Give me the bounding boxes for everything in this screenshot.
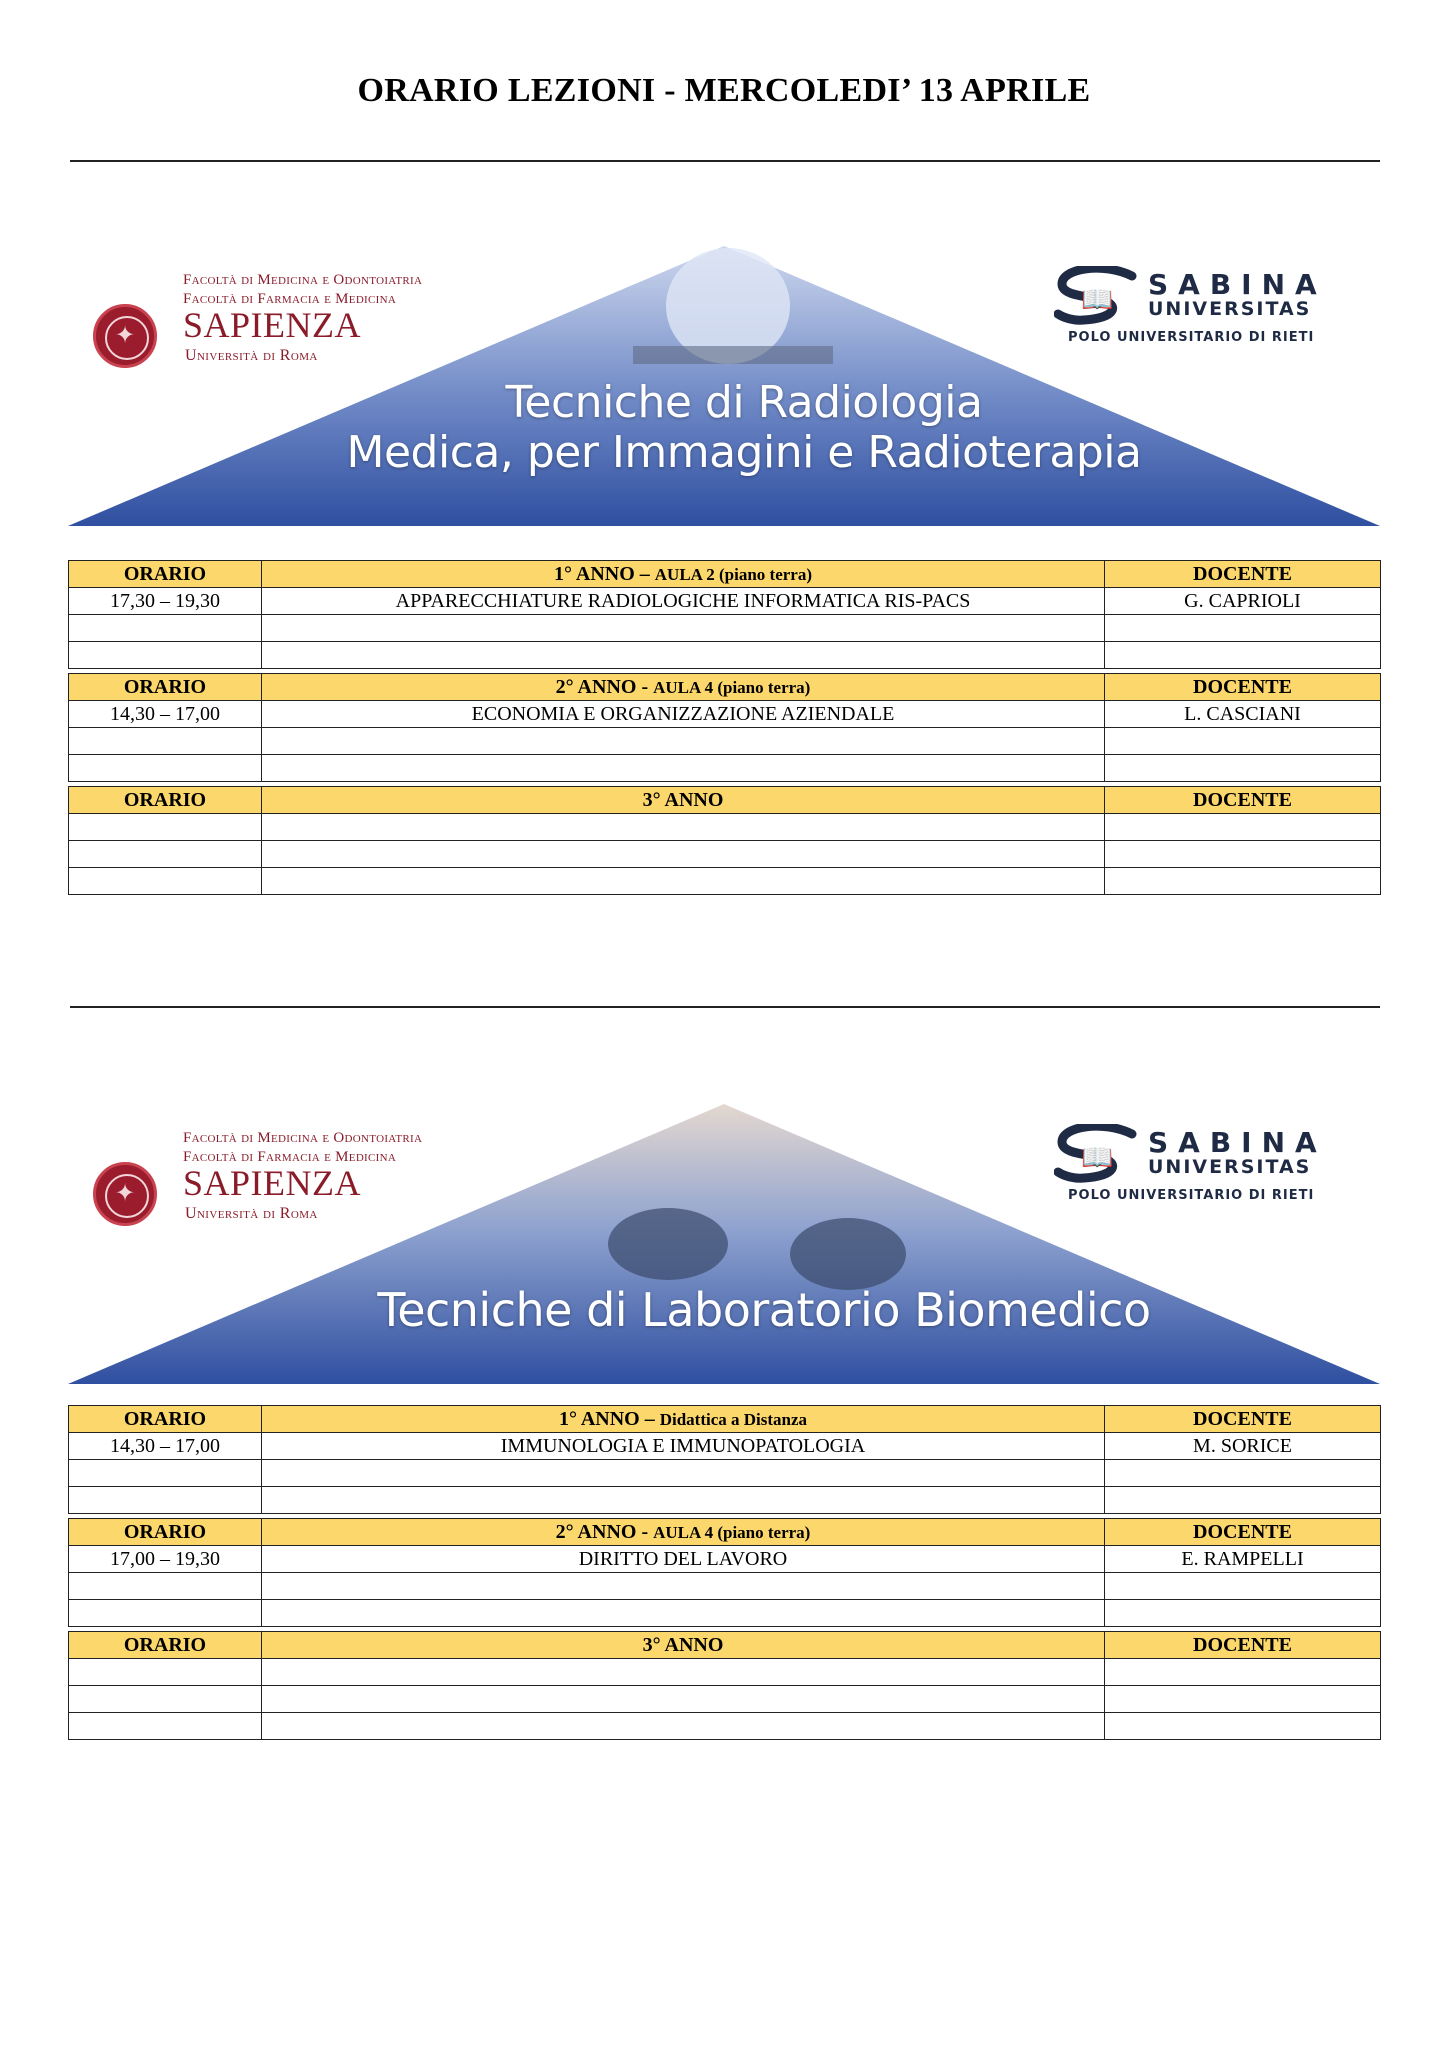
time-cell [69,1659,262,1686]
course-cell [262,814,1105,841]
teacher-cell [1105,615,1381,642]
time-cell [69,1600,262,1627]
table-row [69,1659,1381,1686]
universitas-word: UNIVERSITAS [1148,1156,1312,1178]
table-row [69,1686,1381,1713]
teacher-cell [1105,1600,1381,1627]
teacher-cell [1105,642,1381,669]
table-row [69,728,1381,755]
course-cell [262,755,1105,782]
time-cell [69,755,262,782]
time-cell: 17,00 – 19,30 [69,1546,262,1573]
sapienza-subtitle: Università di Roma [185,347,318,364]
course-title-line-2: Medica, per Immagini e Radioterapia [346,427,1142,478]
course-cell [262,615,1105,642]
table-header-row [69,674,1381,701]
table-row [69,1573,1381,1600]
faculty-line-2: Facoltà di Farmacia e Medicina [183,291,397,307]
year-label: 2° ANNO - [555,675,654,698]
table-row [69,841,1381,868]
course-cell [262,642,1105,669]
header-year [262,674,1105,701]
section-rule [70,1006,1380,1008]
radiology-schedule-table [68,560,1381,895]
course-cell [262,868,1105,895]
header-orario: ORARIO [69,1632,262,1659]
sabina-word: SABINA [1148,268,1327,301]
header-orario: ORARIO [69,787,262,814]
laboratory-banner [68,1094,1380,1384]
time-cell [69,1487,262,1514]
teacher-cell [1105,1713,1381,1740]
faculty-text [183,1129,422,1167]
header-docente: DOCENTE [1105,674,1381,701]
course-cell: IMMUNOLOGIA E IMMUNOPATOLOGIA [262,1433,1105,1460]
polo-rieti: POLO UNIVERSITARIO DI RIETI [1068,1188,1315,1203]
header-docente: DOCENTE [1105,1406,1381,1433]
teacher-cell [1105,1487,1381,1514]
time-cell [69,642,262,669]
course-cell [262,1460,1105,1487]
time-cell: 14,30 – 17,00 [69,701,262,728]
faculty-line-1: Facoltà di Medicina e Odontoiatria [183,272,423,288]
table-row [69,1487,1381,1514]
radiology-banner [68,236,1380,526]
table-row [69,642,1381,669]
header-orario: ORARIO [69,1406,262,1433]
sabina-logo [1054,266,1354,356]
teacher-cell [1105,1686,1381,1713]
laboratory-schedule-table [68,1405,1381,1740]
time-cell [69,814,262,841]
time-cell [69,841,262,868]
table-row [69,615,1381,642]
time-cell [69,1713,262,1740]
time-cell [69,1460,262,1487]
header-year [262,1632,1105,1659]
teacher-cell [1105,814,1381,841]
course-cell: DIRITTO DEL LAVORO [262,1546,1105,1573]
teacher-cell [1105,1460,1381,1487]
time-cell: 14,30 – 17,00 [69,1433,262,1460]
teacher-cell [1105,728,1381,755]
sabina-logo [1054,1124,1354,1214]
table-row [69,701,1381,728]
teacher-cell: M. SORICE [1105,1433,1381,1460]
year-label: 2° ANNO - [555,1520,654,1543]
header-docente: DOCENTE [1105,787,1381,814]
header-docente: DOCENTE [1105,1519,1381,1546]
course-cell [262,1686,1105,1713]
book-icon: 📖 [1081,285,1114,314]
header-orario: ORARIO [69,1519,262,1546]
faculty-line-2: Facoltà di Farmacia e Medicina [183,1149,397,1165]
table-header-row [69,1519,1381,1546]
faculty-line-1: Facoltà di Medicina e Odontoiatria [183,1130,423,1146]
course-title: Tecniche di Laboratorio Biomedico [377,1283,1151,1337]
course-cell: APPARECCHIATURE RADIOLOGICHE INFORMATICA RIS-PACS [262,588,1105,615]
teacher-cell [1105,755,1381,782]
course-cell [262,841,1105,868]
year-label: 1° ANNO – [558,1407,660,1430]
course-title-line-1: Tecniche di Radiologia [505,377,983,428]
room-label: AULA 4 (piano terra) [653,677,811,697]
table-row [69,755,1381,782]
faculty-text [183,271,422,309]
sapienza-name: SAPIENZA [183,1163,362,1203]
table-header-row [69,1406,1381,1433]
table-row [69,1546,1381,1573]
book-icon: 📖 [1081,1143,1114,1172]
course-cell [262,728,1105,755]
teacher-cell: L. CASCIANI [1105,701,1381,728]
header-year [262,787,1105,814]
sapienza-seal-icon [93,1162,157,1226]
year-label: 3° ANNO [642,1634,724,1656]
sapienza-subtitle: Università di Roma [185,1205,318,1222]
sapienza-name: SAPIENZA [183,305,362,345]
title-rule [70,160,1380,162]
header-year [262,1406,1105,1433]
year-label: 3° ANNO [642,789,724,811]
teacher-cell: E. RAMPELLI [1105,1546,1381,1573]
header-docente: DOCENTE [1105,561,1381,588]
table-header-row [69,561,1381,588]
time-cell [69,615,262,642]
time-cell [69,728,262,755]
table-row [69,1460,1381,1487]
teacher-cell [1105,1659,1381,1686]
course-cell: ECONOMIA E ORGANIZZAZIONE AZIENDALE [262,701,1105,728]
year-label: 1° ANNO – [553,562,655,585]
header-docente: DOCENTE [1105,1632,1381,1659]
table-row [69,868,1381,895]
course-title [68,378,1400,478]
table-row [69,1600,1381,1627]
polo-rieti: POLO UNIVERSITARIO DI RIETI [1068,330,1315,345]
teacher-cell [1105,1573,1381,1600]
teacher-cell [1105,841,1381,868]
time-cell [69,868,262,895]
page-title: ORARIO LEZIONI - MERCOLEDI’ 13 APRILE [357,72,1091,109]
course-cell [262,1713,1105,1740]
table-row [69,814,1381,841]
room-label: AULA 2 (piano terra) [654,564,812,584]
sapienza-seal-icon [93,304,157,368]
table-row [69,588,1381,615]
teacher-cell [1105,868,1381,895]
header-orario: ORARIO [69,561,262,588]
teacher-cell: G. CAPRIOLI [1105,588,1381,615]
room-label: Didattica a Distanza [659,1409,808,1429]
header-year [262,1519,1105,1546]
sabina-word: SABINA [1148,1126,1327,1159]
time-cell [69,1573,262,1600]
room-label: AULA 4 (piano terra) [653,1522,811,1542]
course-cell [262,1659,1105,1686]
universitas-word: UNIVERSITAS [1148,298,1312,320]
course-cell [262,1600,1105,1627]
table-header-row [69,1632,1381,1659]
header-year [262,561,1105,588]
time-cell [69,1686,262,1713]
course-cell [262,1573,1105,1600]
table-row [69,1433,1381,1460]
table-row [69,1713,1381,1740]
table-header-row [69,787,1381,814]
header-orario: ORARIO [69,674,262,701]
time-cell: 17,30 – 19,30 [69,588,262,615]
course-cell [262,1487,1105,1514]
